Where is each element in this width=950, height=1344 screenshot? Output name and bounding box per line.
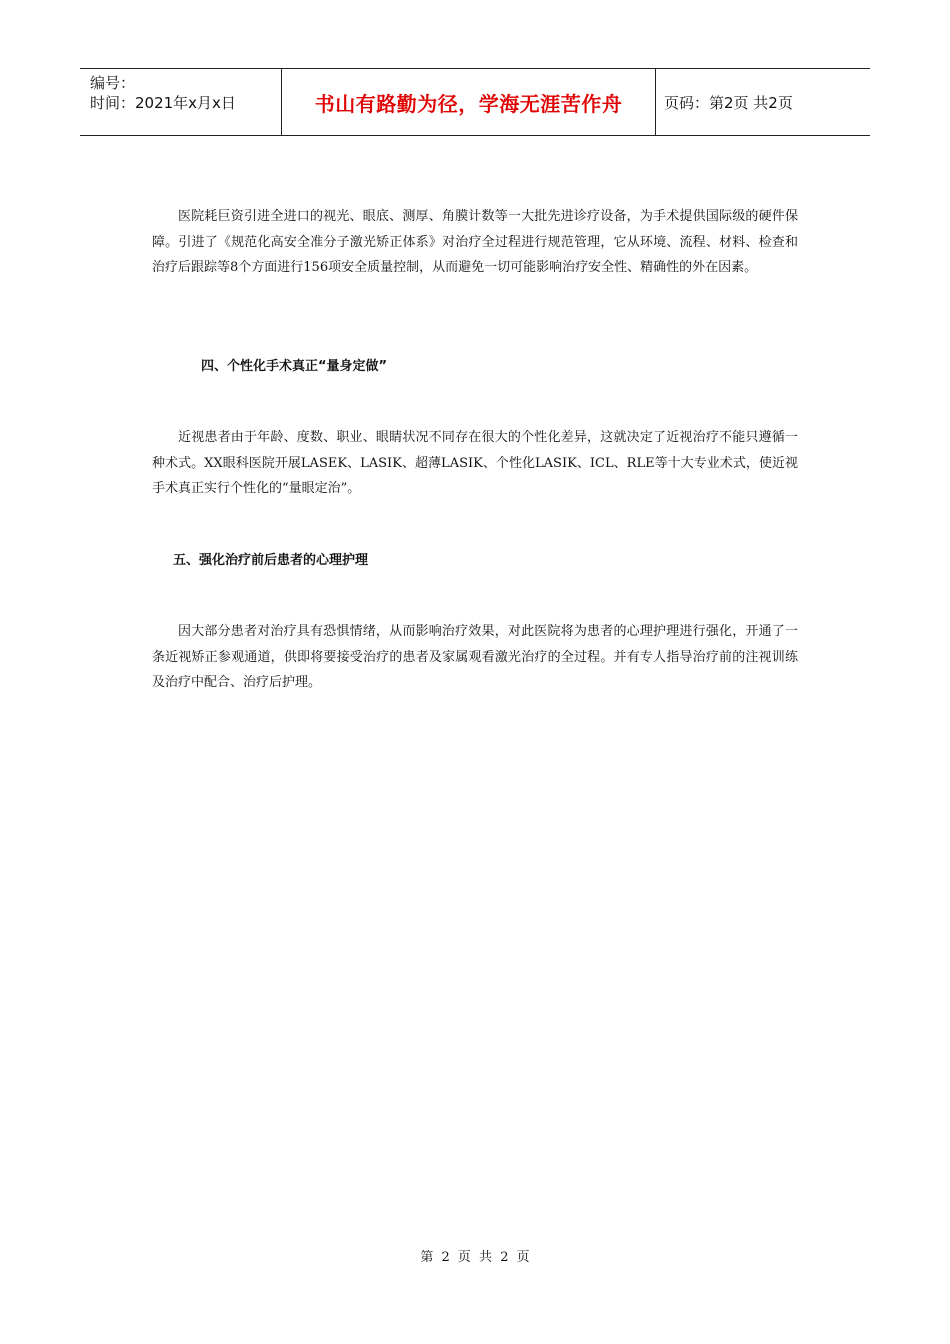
section-heading: 四、个性化手术真正“量身定做” bbox=[201, 359, 388, 374]
paragraph-equipment bbox=[152, 204, 798, 281]
header-page-info: 页码：第2页 共2页 bbox=[664, 93, 793, 112]
section-heading-4 bbox=[201, 354, 847, 380]
section-heading: 五、强化治疗前后患者的心理护理 bbox=[173, 553, 369, 568]
body-paragraph: 近视患者由于年龄、度数、职业、眼睛状况不同存在很大的个性化差异，这就决定了近视治疗不能只遵循一种术式。XX眼科医院开展LASEK、LASIK、超薄LASIK、个性化LASIK、ICL、RLE等十大专业术式，使近视手术真正实行个性化的“量眼定治”。 bbox=[152, 430, 798, 496]
paragraph-psychological-care bbox=[152, 619, 798, 696]
document-date: 时间：2021年x月x日 bbox=[90, 94, 236, 112]
body-paragraph: 因大部分患者对治疗具有恐惧情绪，从而影响治疗效果，对此医院将为患者的心理护理进行强化，开通了一条近视矫正参观通道，供即将要接受治疗的患者及家属观看激光治疗的全过程。并有专人指导治疗前的注视训练及治疗中配合、治疗后护理。 bbox=[152, 624, 798, 690]
body-paragraph: 医院耗巨资引进全进口的视光、眼底、测厚、角膜计数等一大批先进诊疗设备，为手术提供国际级的硬件保障。引进了《规范化高安全准分子激光矫正体系》对治疗全过程进行规范管理，它从环境、流程、材料、检查和治疗后跟踪等8个方面进行156项安全质量控制，从而避免一切可能影响治疗安全性、精确性的外在因素。 bbox=[152, 209, 798, 275]
header-meta bbox=[80, 69, 282, 135]
paragraph-personalized bbox=[152, 425, 798, 502]
page-header bbox=[80, 68, 870, 136]
header-motto: 书山有路勤为径，学海无涯苦作舟 bbox=[282, 69, 656, 135]
page-footer: 第 2 页 共 2 页 bbox=[420, 1250, 530, 1265]
document-number-label: 编号： bbox=[90, 74, 136, 92]
section-heading-5 bbox=[173, 548, 819, 574]
